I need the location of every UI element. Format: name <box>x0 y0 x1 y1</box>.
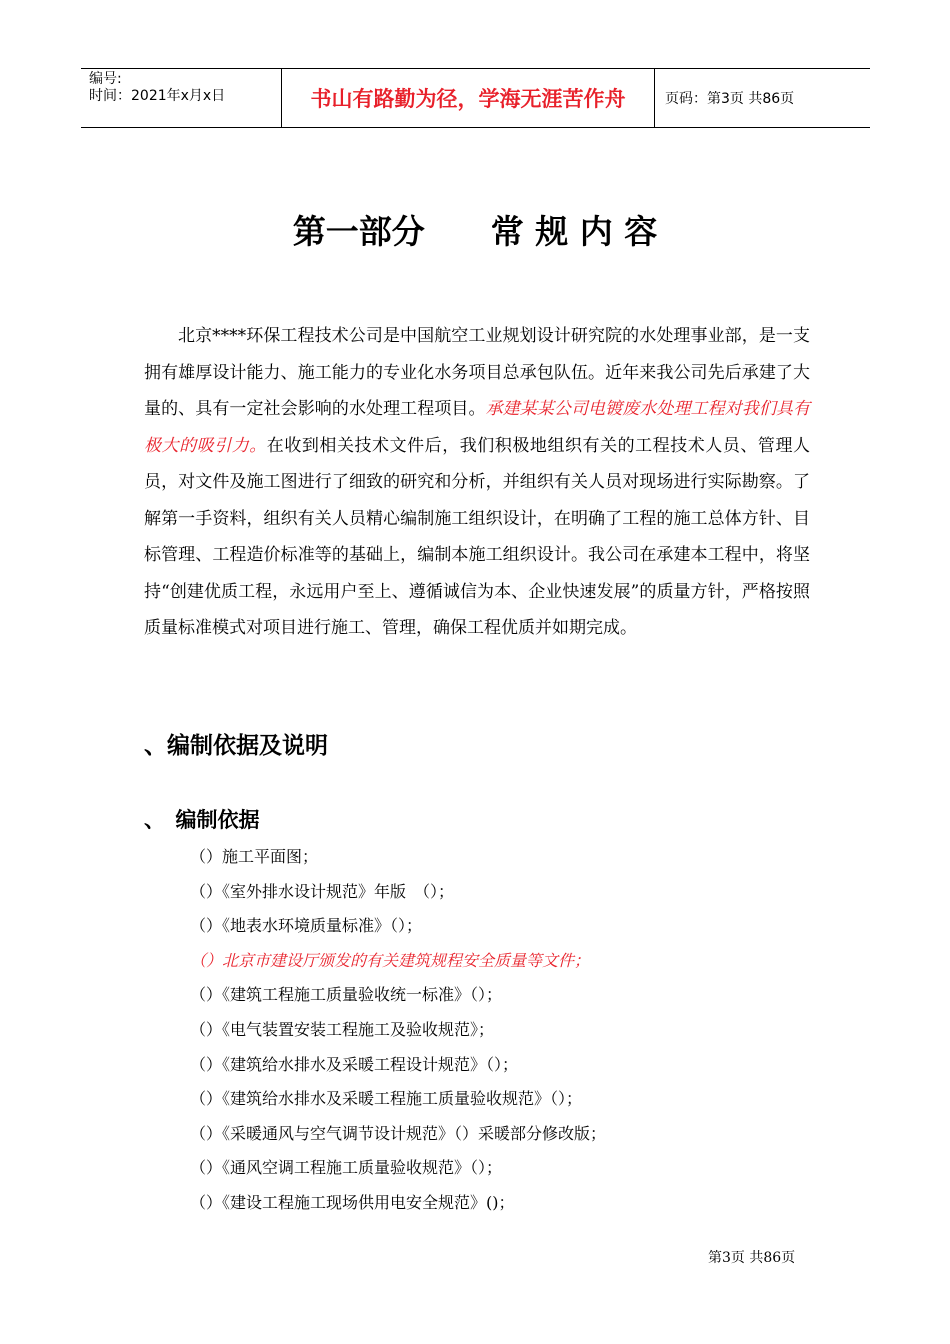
basis-list-item: （）《通风空调工程施工质量验收规范》（）； <box>190 1158 503 1178</box>
intro-text-part2: 在收到相关技术文件后，我们积极地组织有关的工程技术人员、管理人员，对文件及施工图进行了细致的研究和分析，并组织有关人员对现场进行实际勘察。了解第一手资料，组织有关人员精心编制施工组织设计，在明确了工程的施工总体方针、目标管理、工程造价标准等的基础上，编制本施工组织设计。我公司在承建本工程中，将坚持“创建优质工程，永远用户至上、遵循诚信为本、企业快速发展”的质量方针，严格按照质量标准模式对项目进行施工、管理，确保工程优质并如期完成。 <box>144 435 811 638</box>
section-heading: 、编制依据及说明 <box>144 733 328 759</box>
subsection-heading: 、 编制依据 <box>144 808 260 832</box>
intro-paragraph <box>144 318 810 647</box>
basis-list-item: （）《建筑给水排水及采暖工程施工质量验收规范》（）； <box>190 1089 583 1109</box>
page-title: 第一部分 常 规 内 容 <box>292 212 658 251</box>
basis-list-item: （）《采暖通风与空气调节设计规范》（）采暖部分修改版； <box>190 1123 607 1143</box>
basis-list-item: （）《建筑工程施工质量验收统一标准》（）； <box>190 985 503 1005</box>
basis-list-item: （）《建筑给水排水及采暖工程设计规范》（）； <box>190 1054 519 1074</box>
basis-list-item: （）《电气装置安装工程施工及验收规范》； <box>190 1019 495 1039</box>
page-footer: 第3页 共86页 <box>708 1250 796 1266</box>
document-number-label: 编号: <box>89 71 122 87</box>
intro-highlight: 承建某某公司电镀废水处理工程对我们具有极大的吸引力。 <box>144 399 810 456</box>
document-time-label: 时间：2021年x月x日 <box>89 88 226 104</box>
intro-text-part1: 北京****环保工程技术公司是中国航空工业规划设计研究院的水处理事业部，是一支拥有雄厚设计能力、施工能力的专业化水务项目总承包队伍。近年来我公司先后承建了大量的、具有一定社会影响的水处理工程项目。 <box>144 326 810 419</box>
header-meta <box>81 69 282 127</box>
header-motto: 书山有路勤为径，学海无涯苦作舟 <box>282 69 655 127</box>
basis-list <box>190 840 606 1221</box>
page-header <box>81 68 870 128</box>
basis-list-item: （）《室外排水设计规范》年版 （）； <box>190 881 455 901</box>
basis-list-item: （）施工平面图； <box>190 847 319 866</box>
header-page-info: 页码：第3页 共86页 <box>665 91 795 107</box>
basis-list-item: （）《建设工程施工现场供用电安全规范》()； <box>190 1192 515 1212</box>
basis-list-item: （）《地表水环境质量标准》（）； <box>190 916 423 936</box>
basis-list-item: （）北京市建设厅颁发的有关建筑规程安全质量等文件； <box>190 950 591 970</box>
